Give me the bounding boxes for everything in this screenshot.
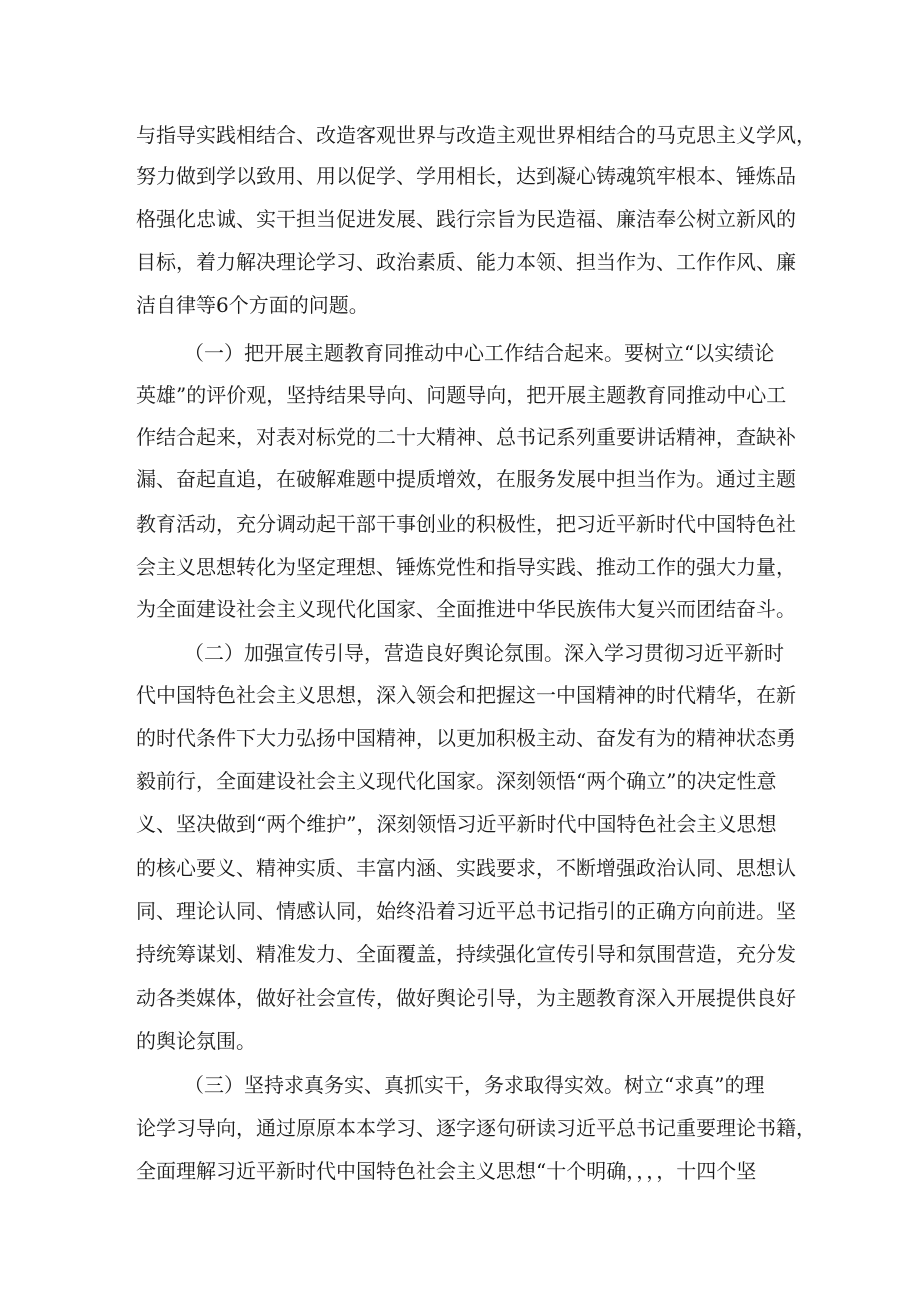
paragraph-line: 持统筹谋划、精准发力、全面覆盖，持续强化宣传引导和氛围营造，充分发 xyxy=(136,942,796,966)
paragraph-line: 格强化忠诚、实干担当促进发展、践行宗旨为民造福、廉洁奉公树立新风的 xyxy=(136,207,796,231)
paragraph-line: （二）加强宣传引导，营造良好舆论氛围。深入学习贯彻习近平新时 xyxy=(184,641,784,665)
paragraph-line: （一）把开展主题教育同推动中心工作结合起来。要树立“以实绩论 xyxy=(184,341,775,365)
paragraph-line: 漏、奋起直追，在破解难题中提质增效，在服务发展中担当作为。通过主题 xyxy=(136,467,796,491)
paragraph-line: （三）坚持求真务实、真抓实干，务求取得实效。树立“求真”的理 xyxy=(184,1073,765,1097)
paragraph-line: 英雄”的评价观，坚持结果导向、问题导向，把开展主题教育同推动中心工 xyxy=(136,383,787,407)
paragraph-line: 会主义思想转化为坚定理想、锤炼党性和指导实践、推动工作的强大力量， xyxy=(136,555,796,579)
paragraph-line: 同、理论认同、情感认同，始终沿着习近平总书记指引的正确方向前进。坚 xyxy=(136,899,796,923)
paragraph-line: 洁自律等6个方面的问题。 xyxy=(136,293,369,317)
paragraph-line: 目标，着力解决理论学习、政治素质、能力本领、担当作为、工作作风、廉 xyxy=(136,250,796,274)
paragraph-line: 的舆论氛围。 xyxy=(136,1029,256,1053)
paragraph-line: 代中国特色社会主义思想，深入领会和把握这一中国精神的时代精华，在新 xyxy=(136,683,796,707)
paragraph-line: 论学习导向，通过原原本本学习、逐字逐句研读习近平总书记重要理论书籍， xyxy=(136,1116,816,1140)
paragraph-line: 与指导实践相结合、改造客观世界与改造主观世界相结合的马克思主义学风， xyxy=(136,123,816,147)
paragraph-line: 义、坚决做到“两个维护”，深刻领悟习近平新时代中国特色社会主义思想 xyxy=(136,812,777,836)
paragraph-line: 为全面建设社会主义现代化国家、全面推进中华民族伟大复兴而团结奋斗。 xyxy=(136,597,796,621)
paragraph-line: 努力做到学以致用、用以促学、学用相长，达到凝心铸魂筑牢根本、锤炼品 xyxy=(136,164,796,188)
paragraph-line: 的时代条件下大力弘扬中国精神，以更加积极主动、奋发有为的精神状态勇 xyxy=(136,726,796,750)
paragraph-line: 的核心要义、精神实质、丰富内涵、实践要求，不断增强政治认同、思想认 xyxy=(136,856,796,880)
paragraph-line: 毅前行，全面建设社会主义现代化国家。深刻领悟“两个确立”的决定性意 xyxy=(136,769,777,793)
paragraph-line: 动各类媒体，做好社会宣传，做好舆论引导，为主题教育深入开展提供良好 xyxy=(136,986,796,1010)
paragraph-line: 教育活动，充分调动起干部干事创业的积极性，把习近平新时代中国特色社 xyxy=(136,512,796,536)
paragraph-line: 全面理解习近平新时代中国特色社会主义思想“十个明确，，，，十四个坚 xyxy=(136,1159,757,1183)
paragraph-line: 作结合起来，对表对标党的二十大精神、总书记系列重要讲话精神，查缺补 xyxy=(136,425,796,449)
